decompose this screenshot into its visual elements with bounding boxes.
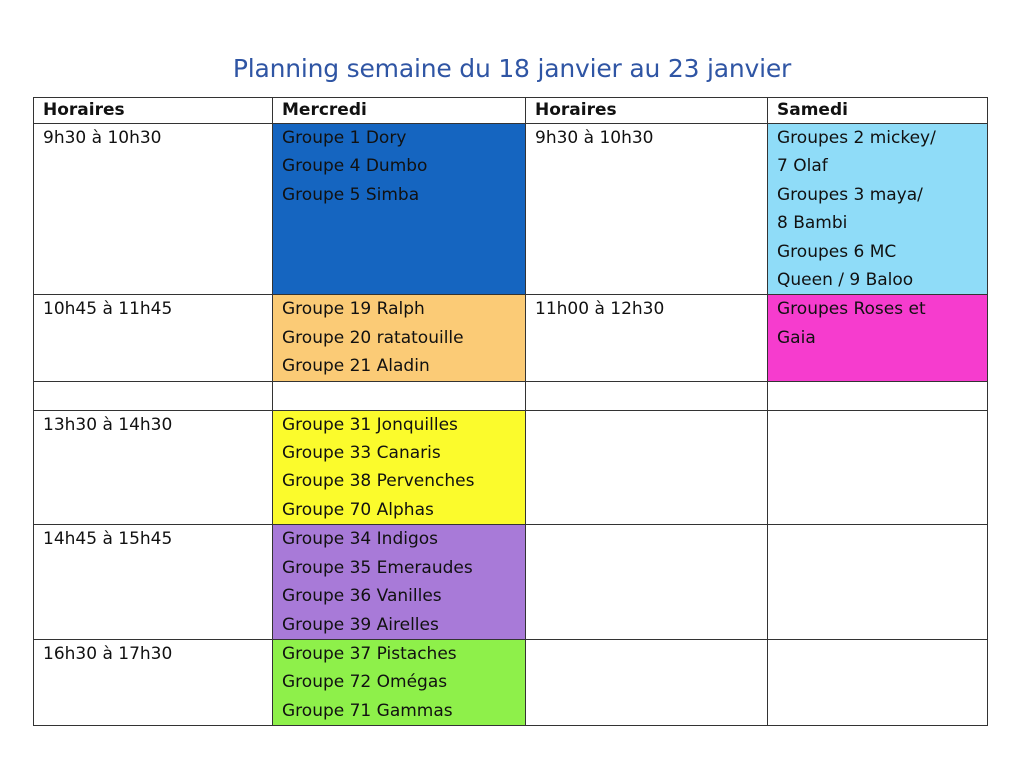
- samedi-groups-cell: [768, 639, 988, 725]
- table-row: [34, 295, 988, 381]
- table-row: [34, 639, 988, 725]
- time-cell-saturday: [526, 639, 768, 725]
- time-cell-saturday: 11h00 à 12h30: [526, 295, 768, 381]
- samedi-groups-cell: [768, 525, 988, 640]
- time-cell-wednesday: 14h45 à 15h45: [34, 525, 273, 640]
- mercredi-groups-cell: Groupe 1 Dory Groupe 4 Dumbo Groupe 5 Simba: [273, 124, 526, 295]
- time-cell-wednesday: 10h45 à 11h45: [34, 295, 273, 381]
- mercredi-groups-cell: Groupe 31 Jonquilles Groupe 33 Canaris Groupe 38 Pervenches Groupe 70 Alphas: [273, 410, 526, 525]
- table-row: [34, 381, 988, 410]
- time-cell-wednesday: 16h30 à 17h30: [34, 639, 273, 725]
- time-cell-wednesday: 13h30 à 14h30: [34, 410, 273, 525]
- page-title: Planning semaine du 18 janvier au 23 janvier: [232, 54, 792, 83]
- samedi-groups-cell: [768, 410, 988, 525]
- samedi-groups-cell: Groupes 2 mickey/ 7 Olaf Groupes 3 maya/ 8 Bambi Groupes 6 MC Queen / 9 Baloo: [768, 124, 988, 295]
- table-row: [34, 410, 988, 525]
- header-horaires-1: Horaires: [34, 98, 273, 124]
- samedi-groups-cell: [768, 381, 988, 410]
- header-horaires-2: Horaires: [526, 98, 768, 124]
- mercredi-groups-cell: [273, 381, 526, 410]
- time-cell-wednesday: 9h30 à 10h30: [34, 124, 273, 295]
- schedule-table: [33, 97, 988, 726]
- mercredi-groups-cell: Groupe 34 Indigos Groupe 35 Emeraudes Groupe 36 Vanilles Groupe 39 Airelles: [273, 525, 526, 640]
- time-cell-saturday: [526, 410, 768, 525]
- header-mercredi: Mercredi: [273, 98, 526, 124]
- table-row: [34, 525, 988, 640]
- time-cell-saturday: [526, 381, 768, 410]
- mercredi-groups-cell: Groupe 37 Pistaches Groupe 72 Omégas Groupe 71 Gammas: [273, 639, 526, 725]
- time-cell-saturday: [526, 525, 768, 640]
- samedi-groups-cell: Groupes Roses et Gaia: [768, 295, 988, 381]
- mercredi-groups-cell: Groupe 19 Ralph Groupe 20 ratatouille Groupe 21 Aladin: [273, 295, 526, 381]
- header-samedi: Samedi: [768, 98, 988, 124]
- time-cell-saturday: 9h30 à 10h30: [526, 124, 768, 295]
- header-row: [34, 98, 988, 124]
- time-cell-wednesday: [34, 381, 273, 410]
- table-row: [34, 124, 988, 295]
